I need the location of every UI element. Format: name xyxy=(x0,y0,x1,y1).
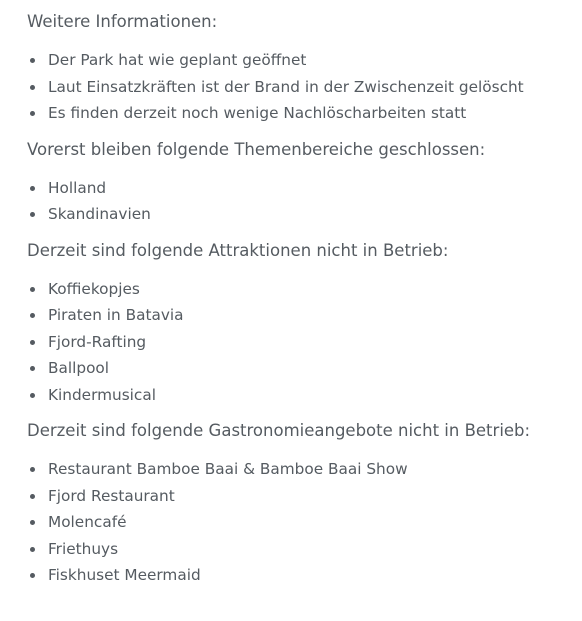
list-item-text: Molencafé xyxy=(48,513,127,531)
list-item-text: Kindermusical xyxy=(48,385,156,404)
list-item-text: Koffiekopjes xyxy=(48,279,140,298)
list-item xyxy=(27,509,582,536)
list-item-text: Holland xyxy=(48,178,107,197)
list-item xyxy=(27,536,582,563)
bullet-list-gastronomy xyxy=(27,456,582,589)
section-heading-info: Weitere Informationen: xyxy=(27,12,218,31)
list-item xyxy=(27,276,582,303)
bullet-list-themed-areas xyxy=(27,175,582,228)
list-item-text: Friethuys xyxy=(48,539,119,558)
bullet-dot-icon xyxy=(30,366,35,371)
list-item xyxy=(27,355,582,382)
bullet-dot-icon xyxy=(30,85,35,90)
list-item xyxy=(27,201,582,228)
list-item-text: Fiskhuset Meermaid xyxy=(48,566,201,584)
list-item-text: Laut Einsatzkräften ist der Brand in der Zwischenzeit gelöscht xyxy=(48,77,524,96)
bullet-dot-icon xyxy=(30,287,35,292)
bullet-dot-icon xyxy=(30,494,35,499)
list-item xyxy=(27,302,582,329)
bullet-dot-icon xyxy=(30,547,35,552)
list-item-text: Es finden derzeit noch wenige Nachlöscharbeiten statt xyxy=(48,104,467,122)
list-item-text: Fjord-Rafting xyxy=(48,332,147,351)
bullet-list-attractions xyxy=(27,276,582,409)
list-item-text: Der Park hat wie geplant geöffnet xyxy=(48,51,307,69)
section-heading-themed-areas: Vorerst bleiben folgende Themenbereiche geschlossen: xyxy=(27,139,486,159)
list-item-text: Fjord Restaurant xyxy=(48,486,175,505)
bullet-dot-icon xyxy=(30,212,35,217)
bullet-dot-icon xyxy=(30,520,35,525)
list-item-text: Piraten in Batavia xyxy=(48,306,184,324)
bullet-dot-icon xyxy=(30,111,35,116)
bullet-dot-icon xyxy=(30,467,35,472)
bullet-dot-icon xyxy=(30,393,35,398)
list-item-text: Skandinavien xyxy=(48,205,151,223)
section-heading-attractions: Derzeit sind folgende Attraktionen nicht in Betrieb: xyxy=(27,240,449,260)
list-item xyxy=(27,175,582,202)
list-item xyxy=(27,47,582,74)
list-item xyxy=(27,329,582,356)
bullet-dot-icon xyxy=(30,58,35,63)
bullet-dot-icon xyxy=(30,340,35,345)
section-heading-gastronomy: Derzeit sind folgende Gastronomieangebote nicht in Betrieb: xyxy=(27,421,531,440)
list-item xyxy=(27,562,582,589)
list-item-text: Ballpool xyxy=(48,359,110,377)
list-item xyxy=(27,483,582,510)
bullet-dot-icon xyxy=(30,573,35,578)
bullet-list-info xyxy=(27,47,582,127)
list-item xyxy=(27,382,582,409)
list-item xyxy=(27,100,582,127)
list-item xyxy=(27,456,582,483)
bullet-dot-icon xyxy=(30,186,35,191)
list-item xyxy=(27,74,582,101)
bullet-dot-icon xyxy=(30,313,35,318)
list-item-text: Restaurant Bamboe Baai & Bamboe Baai Show xyxy=(48,460,408,478)
